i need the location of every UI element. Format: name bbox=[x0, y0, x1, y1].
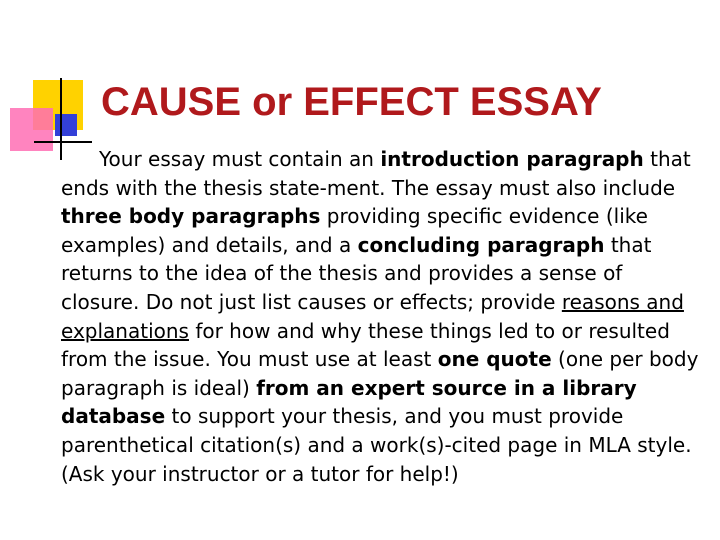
body-text-segment: providing specific evidence (like examples) and details, and a bbox=[61, 204, 648, 257]
body-text-bold-segment: introduction paragraph bbox=[380, 147, 644, 171]
body-text-bold-segment: one quote bbox=[437, 347, 552, 372]
logo-horizontal-line bbox=[34, 141, 92, 143]
body-text-bold-segment: from an expert source in a library database bbox=[61, 375, 637, 429]
body-text-segment: to support your thesis, and you must provide parenthetical citation(s) and a work(s)-cited page in MLA style. (Ask your instructor or a tutor for help!) bbox=[61, 404, 692, 486]
body-text-bold-segment: concluding paragraph bbox=[357, 232, 605, 257]
body-text-bold-segment: three body paragraphs bbox=[61, 204, 321, 229]
slide-body-text bbox=[61, 145, 701, 488]
body-text-segment: Your essay must contain an bbox=[99, 147, 381, 171]
body-text-segment: for how and why these things led to or resulted from the issue. You must use at least bbox=[61, 318, 670, 372]
body-text-segment: that returns to the idea of the thesis and provides a sense of closure. Do not just list causes or effects; provide bbox=[61, 232, 652, 314]
logo-blue-square bbox=[55, 114, 77, 136]
body-text-segment: (one per body paragraph is ideal) bbox=[61, 347, 699, 400]
body-text-underlined-segment: reasons and explanations bbox=[61, 289, 684, 343]
logo-pink-square bbox=[10, 108, 53, 151]
slide-title: CAUSE or EFFECT ESSAY bbox=[101, 80, 602, 124]
body-text-segment: that ends with the thesis state-ment. The essay must also include bbox=[61, 147, 691, 200]
